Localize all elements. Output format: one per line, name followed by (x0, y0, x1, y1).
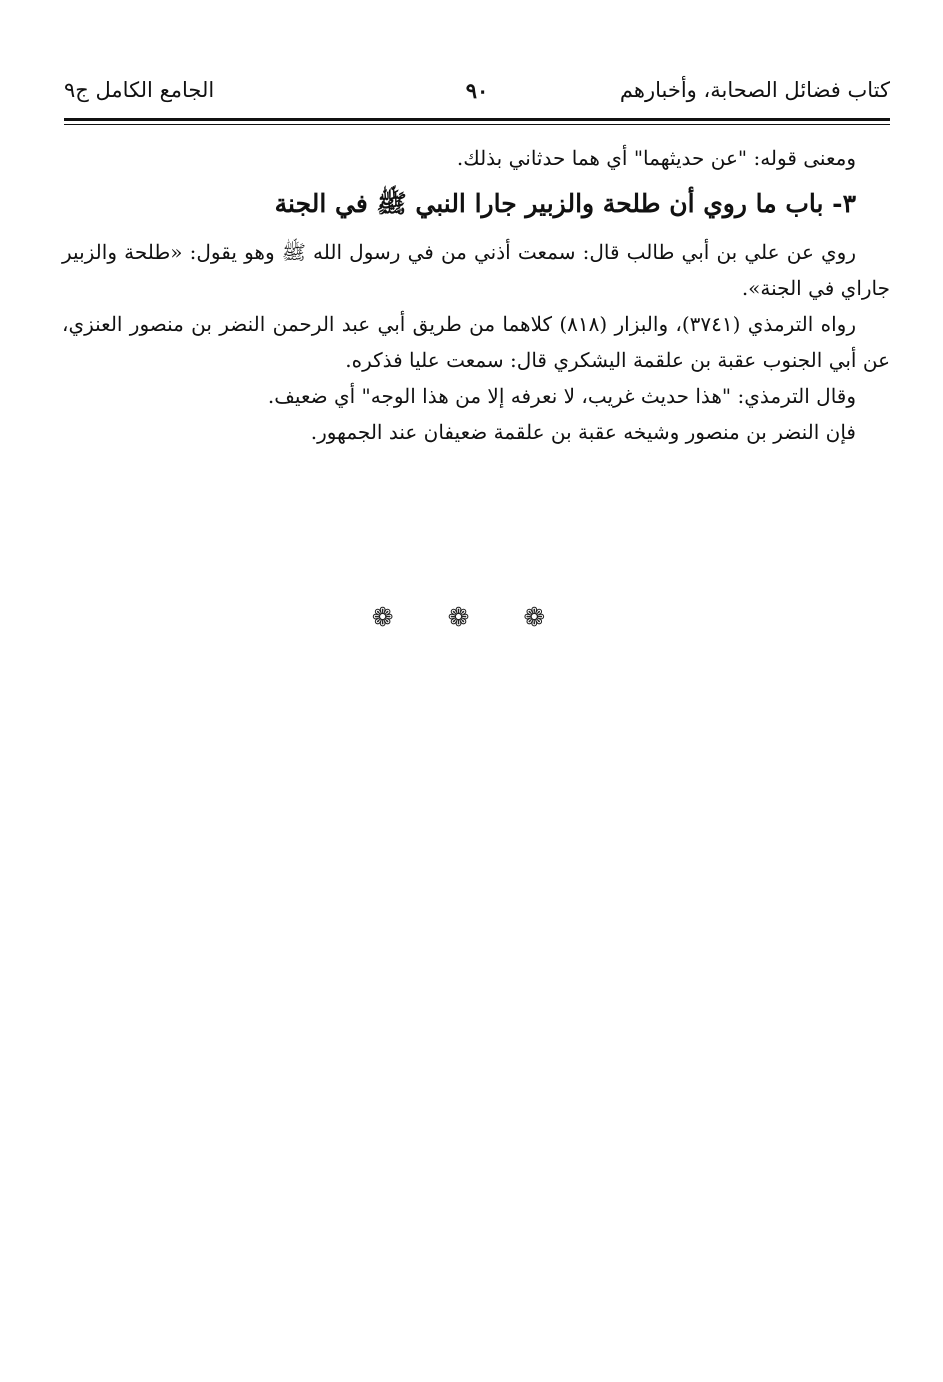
intro-line: ومعنى قوله: "عن حديثهما" أي هما حدثاني بذلك. (456, 146, 856, 170)
header-rule-thin (64, 124, 890, 125)
flower-ornament-icon: ❁ (371, 603, 420, 633)
paragraph-hadith: روي عن علي بن أبي طالب قال: سمعت أذني من في رسول الله ﷺ وهو يقول: «طلحة والزبير جاراي في الجنة». (62, 240, 890, 300)
flower-ornament-icon: ❁ (523, 603, 572, 633)
page-number: ٩٠ (465, 78, 489, 103)
section-end-ornament (0, 603, 943, 633)
flower-ornament-icon: ❁ (447, 603, 496, 633)
chapter-heading: ٣- باب ما روي أن طلحة والزبير جارا النبي ﷺ في الجنة (274, 189, 856, 218)
running-header (64, 78, 890, 114)
header-book-title: كتاب فضائل الصحابة، وأخبارهم (619, 78, 890, 102)
main-text (62, 140, 890, 450)
paragraph-narration: رواه الترمذي (٣٧٤١)، والبزار (٨١٨) كلاهما من طريق أبي عبد الرحمن النضر بن منصور العنزي، عن أبي الجنوب عقبة بن علقمة اليشكري قال: سمعت عليا فذكره. (62, 312, 890, 372)
header-volume-title: الجامع الكامل ج٩ (64, 78, 215, 102)
paragraph-tirmidhi: وقال الترمذي: "هذا حديث غريب، لا نعرفه إلا من هذا الوجه" أي ضعيف. (267, 384, 856, 408)
paragraph-grading: فإن النضر بن منصور وشيخه عقبة بن علقمة ضعيفان عند الجمهور. (310, 420, 856, 444)
header-rule-thick (64, 118, 890, 121)
